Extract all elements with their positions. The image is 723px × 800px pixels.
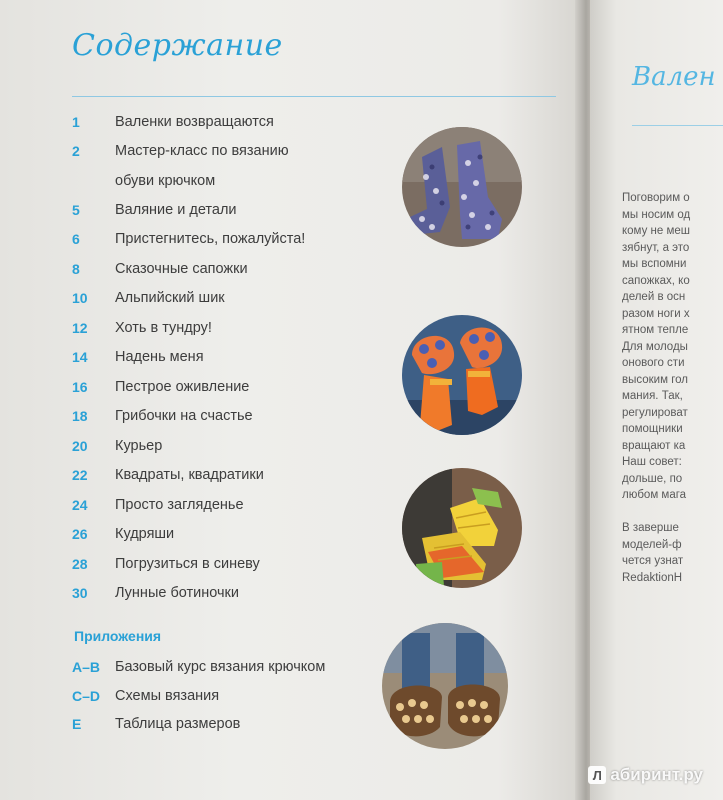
text-line: вращают ка [622, 439, 686, 452]
toc-title: Кудряши [115, 526, 175, 543]
toc-title: Квадраты, квадратики [115, 467, 264, 484]
text-line: мы вспомни [622, 258, 687, 270]
appendix-heading: Приложения [74, 628, 162, 644]
watermark-text: абиринт.ру [610, 765, 703, 784]
toc-entry [72, 107, 392, 137]
text-line: разом ноги х [622, 307, 690, 320]
toc-entry [72, 549, 392, 579]
toc-page-number: 22 [72, 467, 88, 484]
text-line: Наш совет: [622, 456, 682, 468]
toc-entry [72, 225, 392, 255]
toc-title: Валенки возвращаются [115, 113, 274, 130]
text-line: сапожках, ко [622, 274, 690, 287]
text-line: помощники [622, 423, 683, 435]
toc-page-number: 16 [72, 378, 88, 395]
toc-title: Сказочные сапожки [115, 260, 248, 277]
toc-title: Мастер-класс по вязанию [115, 143, 289, 160]
text-line: делей в осн [622, 291, 686, 303]
text-line: любом мага [622, 489, 687, 501]
text-line: RedaktionH [622, 571, 683, 584]
toc-page-number: 14 [72, 349, 88, 366]
text-line: мания. Так, [622, 390, 683, 402]
toc-entry [72, 254, 392, 284]
toc-entry [72, 579, 392, 609]
appendix-title: Таблица размеров [115, 716, 241, 733]
right-page-title: Вален [632, 62, 716, 92]
text-line: Поговорим о [622, 192, 690, 204]
title-divider [72, 96, 556, 97]
crochet-slippers-illustration [382, 623, 508, 749]
appendix-title: Базовый курс вязания крючком [115, 659, 326, 676]
text-line: онового сти [622, 357, 685, 369]
photo-purple-knitted-boots [402, 127, 522, 247]
toc-title: Курьер [115, 437, 163, 454]
toc-entry [72, 284, 392, 314]
toc-entry [72, 313, 392, 343]
toc-page-number: 12 [72, 319, 88, 336]
text-line: моделей-ф [622, 538, 682, 551]
toc-page-number: 18 [72, 408, 88, 425]
labirint-logo-icon: Л [588, 766, 606, 784]
toc-title: обуви крючком [115, 172, 216, 189]
toc-page-number: 1 [72, 113, 80, 130]
right-page [590, 0, 723, 800]
toc-title: Хоть в тундру! [115, 319, 212, 336]
text-line: высоким гол [622, 373, 689, 386]
toc-page-number: 20 [72, 437, 88, 454]
page-title: Содержание [72, 28, 283, 63]
photo-orange-blue-slippers [402, 315, 522, 435]
toc-page-number: 26 [72, 526, 88, 543]
appendix-entry [72, 653, 392, 682]
appendix-entry [72, 682, 392, 711]
appendix-entry [72, 710, 392, 739]
right-page-text [622, 190, 723, 586]
toc-entry [72, 431, 392, 461]
slippers-illustration [402, 315, 522, 435]
toc-title: Пристегнитесь, пожалуйста! [115, 231, 306, 248]
appendix-page-label: A–B [72, 659, 101, 676]
toc-page-number: 2 [72, 143, 80, 160]
toc-entry [72, 372, 392, 402]
text-line: В заверше [622, 522, 679, 534]
toc-page-number: 30 [72, 585, 88, 602]
toc-entry [72, 343, 392, 373]
text-line: Для молоды [622, 340, 688, 353]
toc-page-number: 5 [72, 201, 80, 218]
toc-title: Пестрое оживление [115, 378, 250, 395]
toc-page-number: 24 [72, 496, 88, 513]
socks-illustration [402, 468, 522, 588]
text-line: регулироват [622, 406, 688, 419]
appendix-page-label: C–D [72, 687, 101, 704]
toc-page-number: 8 [72, 260, 80, 277]
text-line: чется узнат [622, 555, 684, 567]
toc-title: Грибочки на счастье [115, 408, 253, 425]
table-of-contents [72, 107, 392, 608]
text-line: дольше, по [622, 472, 683, 485]
toc-entry-continuation [72, 166, 392, 195]
text-line: ятном тепле [622, 324, 689, 336]
toc-title: Валяние и детали [115, 201, 237, 218]
appendix-page-label: E [72, 716, 82, 733]
toc-title: Альпийский шик [115, 290, 225, 307]
photo-yellow-green-socks [402, 468, 522, 588]
toc-entry [72, 195, 392, 225]
toc-entry [72, 461, 392, 491]
text-line: зябнут, а это [622, 241, 690, 254]
right-title-divider [632, 125, 723, 126]
photo-brown-crochet-slippers [382, 623, 508, 749]
toc-page-number: 28 [72, 555, 88, 572]
labirint-watermark [588, 765, 703, 785]
toc-title: Лунные ботиночки [115, 585, 240, 602]
toc-title: Надень меня [115, 349, 204, 366]
text-line-blank [622, 504, 723, 521]
toc-title: Просто загляденье [115, 496, 244, 513]
toc-entry [72, 520, 392, 550]
toc-entry [72, 137, 392, 167]
appendix-list [72, 653, 392, 739]
toc-entry [72, 490, 392, 520]
toc-page-number: 6 [72, 231, 80, 248]
toc-page-number: 10 [72, 290, 88, 307]
toc-entry [72, 402, 392, 432]
toc-title: Погрузиться в синеву [115, 555, 260, 572]
text-line: мы носим од [622, 208, 691, 221]
appendix-title: Схемы вязания [115, 687, 220, 704]
knitted-boots-illustration [402, 127, 522, 247]
text-line: кому не меш [622, 225, 691, 237]
